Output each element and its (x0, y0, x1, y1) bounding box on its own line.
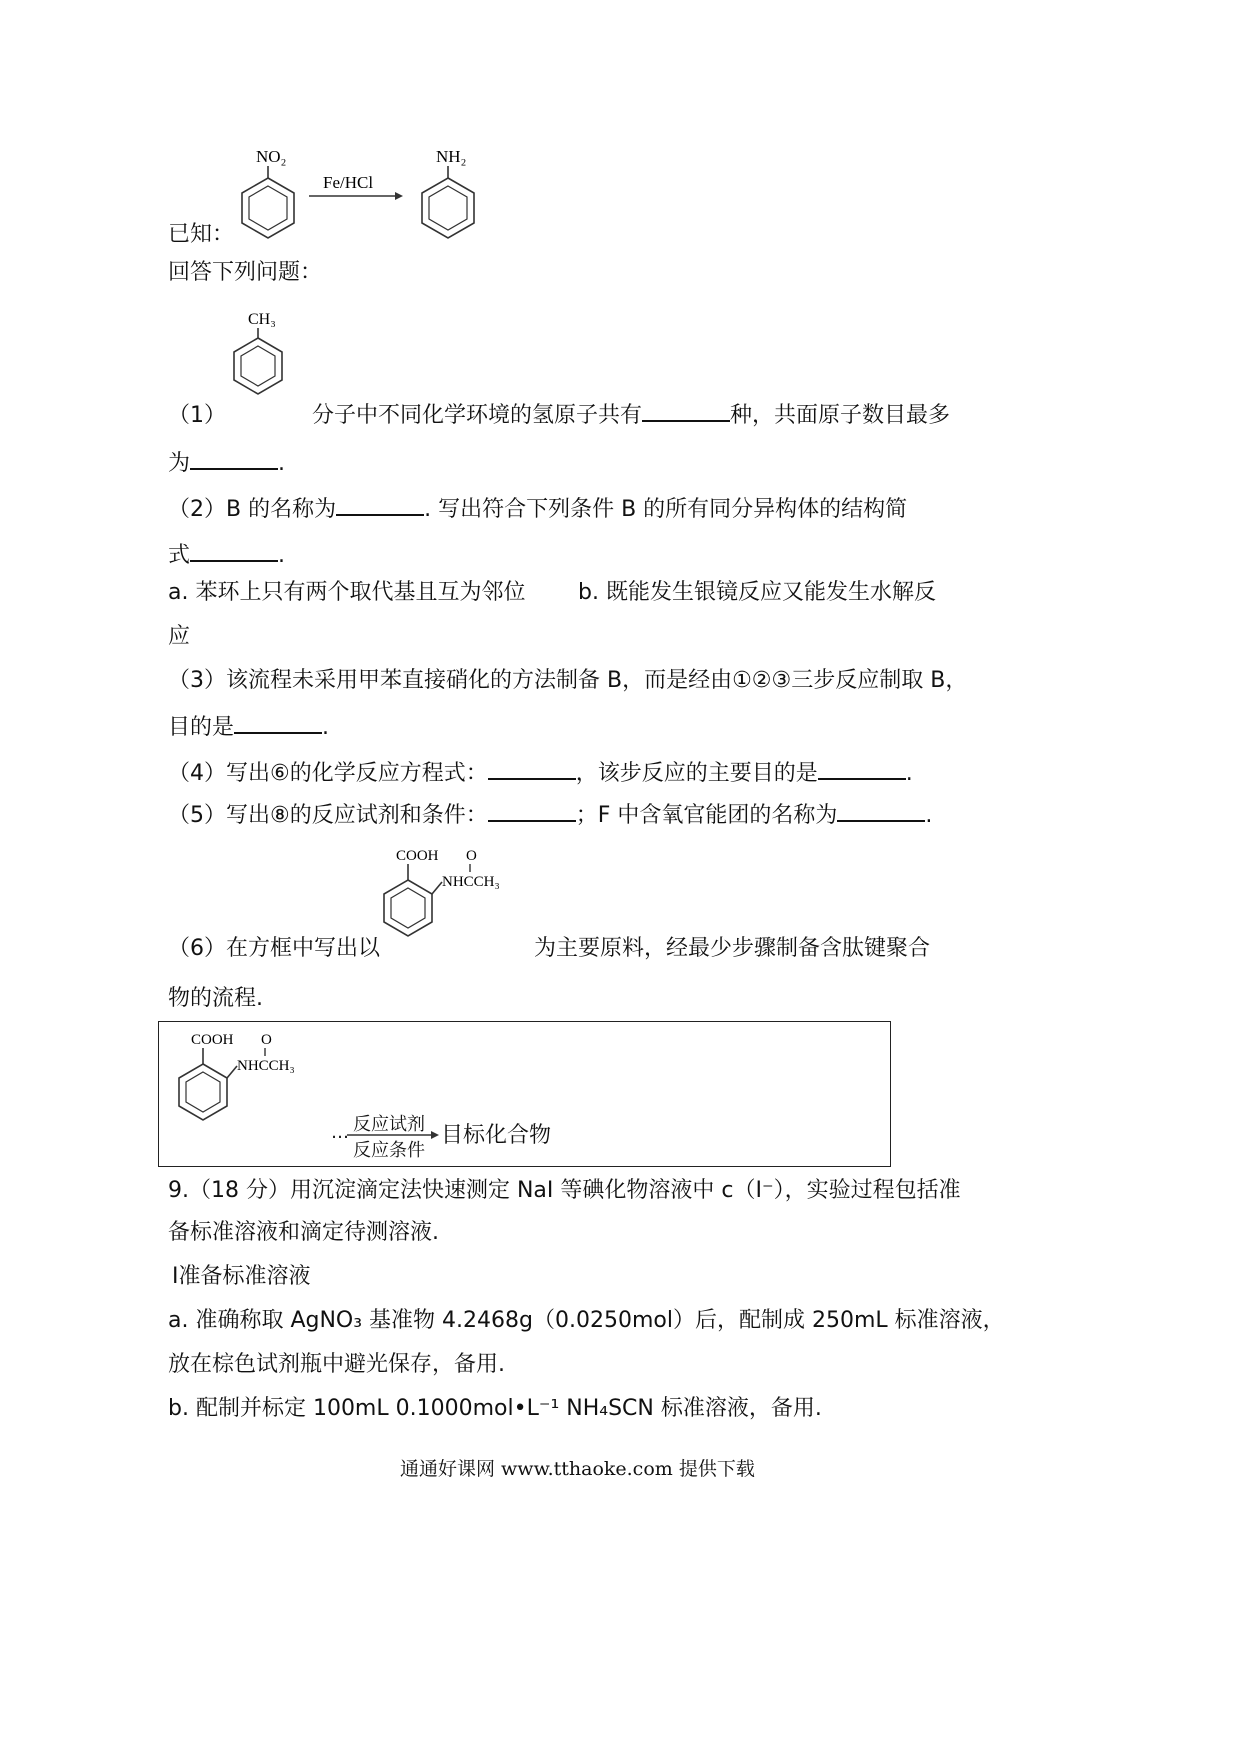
q1-blank-1[interactable] (642, 398, 730, 422)
q5-blank-1[interactable] (488, 798, 576, 822)
known-label: 已知： (168, 222, 235, 247)
q2-blank-1[interactable] (336, 492, 424, 516)
aniline-structure (408, 140, 498, 240)
answer-box[interactable] (158, 1021, 891, 1167)
q2-condition-a: a. 苯环上只有两个取代基且互为邻位 (168, 580, 526, 605)
q9-line2: 备标准溶液和滴定待测溶液. (168, 1220, 439, 1245)
q9-step-a-line2: 放在棕色试剂瓶中避光保存，备用. (168, 1352, 505, 1377)
q1-line1: （1） 分子中不同化学环境的氢原子共有 种，共面原子数目最多 (168, 398, 950, 431)
q9-line1: 9.（18 分）用沉淀滴定法快速测定 NaI 等碘化物溶液中 c（I⁻），实验过程包括准 (168, 1178, 961, 1203)
q3-line1: （3）该流程未采用甲苯直接硝化的方法制备 B，而是经由①②③三步反应制取 B， (168, 668, 968, 693)
q2-blank-2[interactable] (190, 538, 278, 562)
q9-step-a-line1: a. 准确称取 AgNO₃ 基准物 4.2468g（0.0250mol）后，配制成 250mL 标准溶液， (168, 1308, 1005, 1333)
q4-line: （4）写出⑥的化学反应方程式： ，该步反应的主要目的是 . (168, 756, 913, 789)
flow-condition: 反应条件 (353, 1140, 425, 1161)
box-amide-label: NHCCH₃ (237, 1058, 295, 1074)
amide-label: NHCCH₃ (442, 874, 500, 890)
q1-line2: 为 . (168, 446, 285, 479)
methyl-label: CH₃ (248, 311, 276, 328)
page-footer: 通通好课网 www.tthaoke.com 提供下载 (400, 1458, 755, 1480)
q2-condition-b: b. 既能发生银镜反应又能发生水解反 (578, 580, 936, 605)
toluene-structure (218, 308, 308, 398)
q3-blank[interactable] (234, 710, 322, 734)
amino-group-label: NH₂ (436, 147, 467, 166)
box-carbonyl-o-label: O (261, 1032, 272, 1048)
flow-dots: … (331, 1122, 349, 1143)
box-flow (331, 1110, 611, 1160)
flow-target: 目标化合物 (441, 1123, 552, 1148)
acetamidobenzoic-acid-structure (372, 842, 532, 942)
q5-line: （5）写出⑧的反应试剂和条件： ；F 中含氧官能团的名称为 . (168, 798, 932, 831)
q9-step-b-line1: b. 配制并标定 100mL 0.1000mol•L⁻¹ NH₄SCN 标准溶液，备用. (168, 1396, 822, 1421)
q3-line2: 目的是 . (168, 710, 329, 743)
cooh-label: COOH (396, 848, 439, 864)
box-cooh-label: COOH (191, 1032, 234, 1048)
q1-number: （1） (168, 403, 226, 428)
q9-section-heading: Ⅰ准备标准溶液 (172, 1264, 311, 1289)
q2-line2: 式 . (168, 538, 285, 571)
carbonyl-o-label: O (466, 848, 477, 864)
q2-line1: （2）B 的名称为 . 写出符合下列条件 B 的所有同分异构体的结构简 (168, 492, 907, 525)
reaction-arrow (305, 170, 405, 210)
q5-blank-2[interactable] (837, 798, 925, 822)
box-start-structure (167, 1026, 327, 1126)
flow-reagent: 反应试剂 (353, 1114, 425, 1135)
q4-blank-1[interactable] (488, 756, 576, 780)
intro-text: 回答下列问题： (168, 260, 323, 285)
q1-blank-2[interactable] (190, 446, 278, 470)
q6-line1: （6）在方框中写出以 为主要原料，经最少步骤制备含肽键聚合 (168, 936, 931, 961)
reagent-label: Fe/HCl (323, 173, 374, 192)
q4-blank-2[interactable] (818, 756, 906, 780)
q2-condition-b-cont: 应 (168, 624, 191, 649)
q6-line2: 物的流程. (168, 986, 263, 1011)
nitro-group-label: NO₂ (256, 147, 287, 166)
